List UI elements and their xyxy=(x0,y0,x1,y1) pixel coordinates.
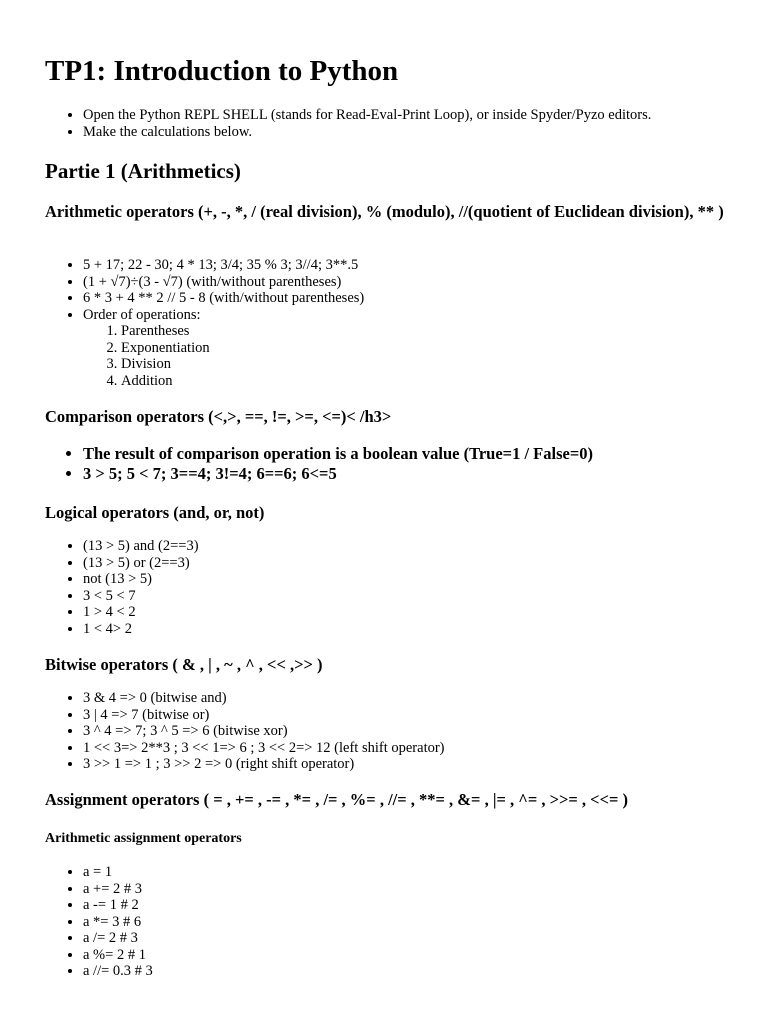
list-item: • 6 * 3 + 4 ** 2 // 5 - 8 (with/without parentheses) xyxy=(83,290,364,307)
list-item: • not (13 > 5) xyxy=(83,571,199,588)
list-item: • 3 & 4 => 0 (bitwise and) xyxy=(83,690,445,707)
list-item: • The result of comparison operation is a boolean value (True=1 / False=0) xyxy=(83,444,593,464)
list-item: • 5 + 17; 22 - 30; 4 * 13; 3/4; 35 % 3; 3//4; 3**.5 xyxy=(83,257,364,274)
list-item: • a *= 3 # 6 xyxy=(83,914,153,931)
list-item: 4. Addition xyxy=(121,373,364,390)
assignment-list xyxy=(45,864,153,980)
list-item: • (1 + √7)÷(3 - √7) (with/without parentheses) xyxy=(83,274,364,291)
list-item: • a %= 2 # 1 xyxy=(83,947,153,964)
section-heading-partie1: Partie 1 (Arithmetics) xyxy=(45,159,241,183)
order-label: Order of operations: xyxy=(83,306,201,323)
list-item: • 1 << 3=> 2**3 ; 3 << 1=> 6 ; 3 << 2=> 12 (left shift operator) xyxy=(83,740,445,757)
list-item: 2. Exponentiation xyxy=(121,340,364,357)
list-item: • 3 ^ 4 => 7; 3 ^ 5 => 6 (bitwise xor) xyxy=(83,723,445,740)
list-item: • 1 > 4 < 2 xyxy=(83,604,199,621)
list-item: 1. Parentheses xyxy=(121,323,364,340)
list-item: • a //= 0.3 # 3 xyxy=(83,963,153,980)
list-item: • 3 < 5 < 7 xyxy=(83,588,199,605)
list-item: • 3 >> 1 => 1 ; 3 >> 2 => 0 (right shift operator) xyxy=(83,756,445,773)
arithmetic-heading: Arithmetic operators (+, -, *, / (real division), % (modulo), //(quotient of Euclidean division), ** ) xyxy=(45,202,724,221)
list-item: • a = 1 xyxy=(83,864,153,881)
arithmetic-list xyxy=(45,257,364,389)
list-item xyxy=(83,307,364,390)
arithmetic-assignment-heading: Arithmetic assignment operators xyxy=(45,831,242,846)
list-item: • (13 > 5) and (2==3) xyxy=(83,538,199,555)
list-item: • 3 > 5; 5 < 7; 3==4; 3!=4; 6==6; 6<=5 xyxy=(83,464,593,484)
comparison-list xyxy=(45,444,593,484)
logical-list xyxy=(45,538,199,637)
list-item: • Make the calculations below. xyxy=(83,124,651,141)
list-item: • 1 < 4> 2 xyxy=(83,621,199,638)
list-item: • 3 | 4 => 7 (bitwise or) xyxy=(83,707,445,724)
comparison-heading: Comparison operators (<,>, ==, !=, >=, <=)< /h3> xyxy=(45,407,392,426)
intro-list xyxy=(45,107,651,140)
list-item: 3. Division xyxy=(121,356,364,373)
list-item: • a -= 1 # 2 xyxy=(83,897,153,914)
list-item: • a += 2 # 3 xyxy=(83,881,153,898)
list-item: • (13 > 5) or (2==3) xyxy=(83,555,199,572)
logical-heading: Logical operators (and, or, not) xyxy=(45,503,265,522)
page-title: TP1: Introduction to Python xyxy=(45,55,399,87)
bitwise-list xyxy=(45,690,445,773)
list-item: • Open the Python REPL SHELL (stands for Read-Eval-Print Loop), or inside Spyder/Pyzo editors. xyxy=(83,107,651,124)
list-item: • a /= 2 # 3 xyxy=(83,930,153,947)
bitwise-heading: Bitwise operators ( & , | , ~ , ^ , << ,>> ) xyxy=(45,655,323,674)
assignment-heading: Assignment operators ( = , += , -= , *= , /= , %= , //= , **= , &= , |= , ^= , >>= , <<= ) xyxy=(45,790,629,809)
order-of-operations-list xyxy=(83,323,364,389)
